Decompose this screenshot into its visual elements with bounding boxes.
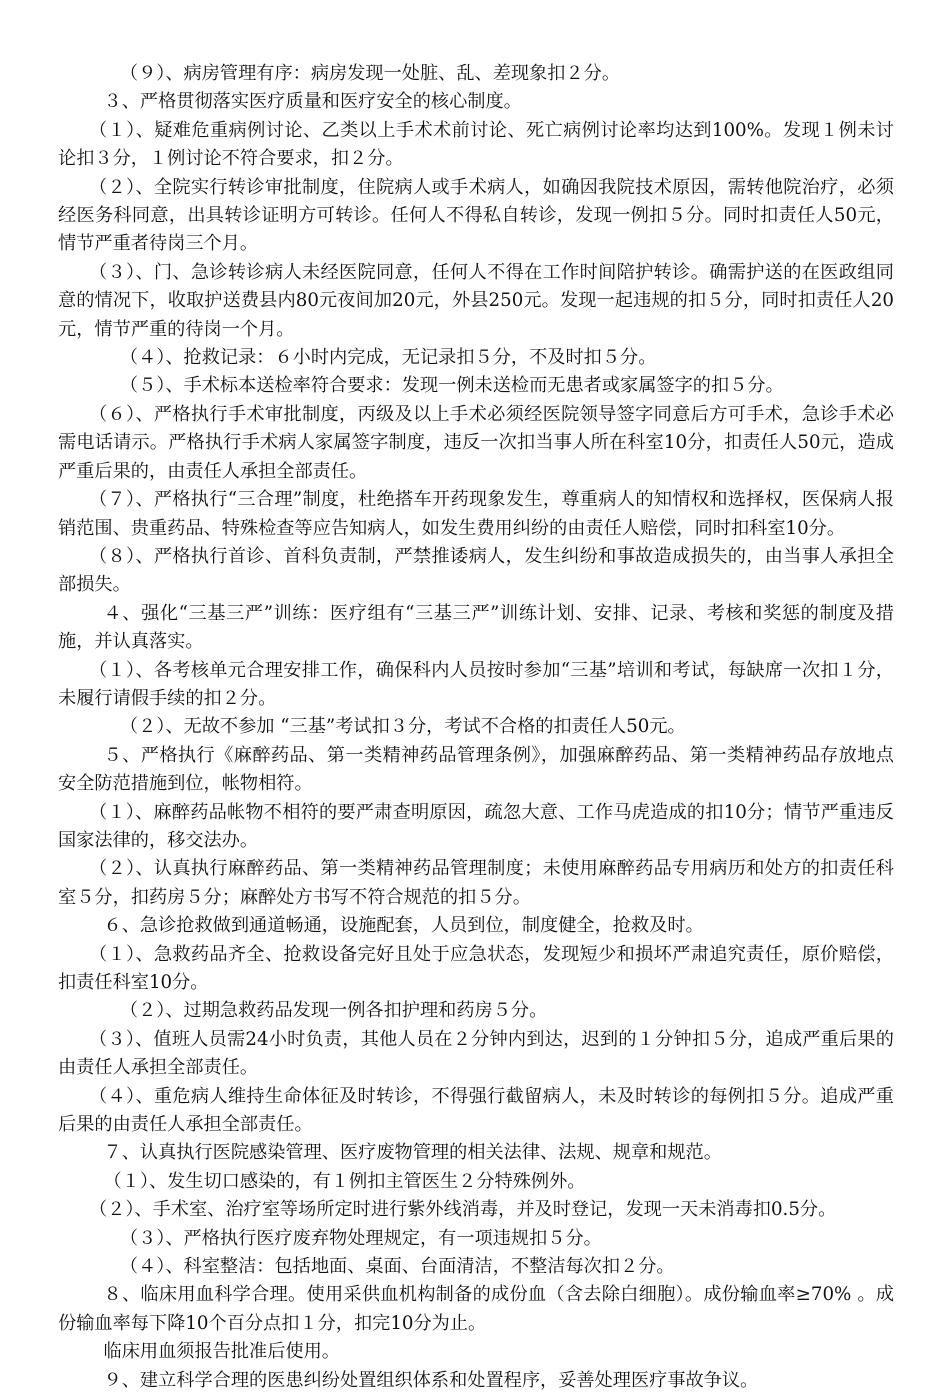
document-body	[58, 60, 894, 1395]
paragraph: （４）、科室整洁：包括地面、桌面、台面清洁，不整洁每次扣２分。	[119, 1256, 675, 1278]
paragraph: （２）、过期急救药品发现一例各扣护理和药房５分。	[119, 1000, 548, 1022]
paragraph: （３）、门、急诊转诊病人未经医院同意，任何人不得在工作时间陪护转诊。确需护送的在医政组同意的情况下，收取护送费县内80元夜间加20元，外县250元。发现一起违规的扣５分，同时扣责任人20元，情节严重的待岗一个月。	[58, 261, 894, 340]
paragraph: （１）、麻醉药品帐物不相符的要严肃查明原因，疏忽大意、工作马虎造成的扣10分；情节严重违反国家法律的，移交法办。	[58, 801, 894, 851]
paragraph: （９）、病房管理有序：病房发现一处脏、乱、差现象扣２分。	[119, 63, 621, 84]
paragraph: （２）、无故不参加 “三基”考试扣３分，考试不合格的扣责任人50元。	[119, 716, 686, 738]
section-heading: ９、建立科学合理的医患纠纷处置组织体系和处置程序，妥善处理医疗事故争议。	[103, 1369, 759, 1391]
paragraph: （４）、重危病人维持生命体征及时转诊，不得强行截留病人，未及时转诊的每例扣５分。追成严重后果的由责任人承担全部责任。	[58, 1085, 894, 1136]
paragraph: （６）、严格执行手术审批制度，丙级及以上手术必须经医院领导签字同意后方可手术，急诊手术必需电话请示。严格执行手术病人家属签字制度，违反一次扣当事人所在科室10分，扣责任人50元，造成严重后果的，由责任人承担全部责任。	[58, 403, 894, 482]
paragraph: （２）、认真执行麻醉药品、第一类精神药品管理制度；未使用麻醉药品专用病历和处方的扣责任科室５分，扣药房５分；麻醉处方书写不符合规范的扣５分。	[58, 858, 894, 908]
paragraph: （５）、手术标本送检率符合要求：发现一例未送检而无患者或家属签字的扣５分。	[119, 375, 784, 397]
paragraph: 临床用血须报告批准后使用。	[103, 1341, 340, 1363]
section-heading: ４、强化“三基三严”训练：医疗组有“三基三严”训练计划、安排、记录、考核和奖惩的制度及措施，并认真落实。	[58, 602, 894, 653]
paragraph: （２）、手术室、治疗室等场所定时进行紫外线消毒，并及时登记，发现一天未消毒扣0.5分。	[88, 1199, 837, 1221]
section-heading: ７、认真执行医院感染管理、医疗废物管理的相关法律、法规、规章和规范。	[103, 1142, 722, 1164]
paragraph: （３）、值班人员需24小时负责，其他人员在２分钟内到达，迟到的１分钟扣５分，追成严重后果的由责任人承担全部责任。	[58, 1028, 894, 1079]
section-heading: ８、临床用血科学合理。使用采供血机构制备的成份血（含去除白细胞）。成份输血率≥70% 。成份输血率每下降10个百分点扣１分，扣完10分为止。	[58, 1284, 894, 1334]
paragraph: （７）、严格执行“三合理”制度，杜绝搭车开药现象发生，尊重病人的知情权和选择权，医保病人报销范围、贵重药品、特殊检查等应告知病人，如发生费用纠纷的由责任人赔偿，同时扣科室10分。	[58, 489, 894, 539]
paragraph: （１）、发生切口感染的，有１例扣主管医生２分特殊例外。	[103, 1170, 586, 1192]
paragraph: （３）、严格执行医疗废弃物处理规定，有一项违规扣５分。	[119, 1227, 602, 1249]
paragraph: （４）、抢救记录：６小时内完成，无记录扣５分，不及时扣５分。	[119, 347, 657, 369]
section-heading: ５、严格执行《麻醉药品、第一类精神药品管理条例》，加强麻醉药品、第一类精神药品存放地点安全防范措施到位，帐物相符。	[58, 744, 894, 795]
paragraph: （１）、疑难危重病例讨论、乙类以上手术术前讨论、死亡病例讨论率均达到100%。发现１例未讨论扣３分，１例讨论不符合要求，扣２分。	[58, 119, 894, 170]
section-heading: ６、急诊抢救做到通道畅通，设施配套，人员到位，制度健全，抢救及时。	[103, 915, 704, 937]
paragraph: （２）、全院实行转诊审批制度，住院病人或手术病人，如确因我院技术原因，需转他院治疗，必须经医务科同意，出具转诊证明方可转诊。任何人不得私自转诊，发现一例扣５分。同时扣责任人50元，情节严重者待岗三个月。	[58, 176, 894, 255]
paragraph: （１）、各考核单元合理安排工作，确保科内人员按时参加“三基”培训和考试，每缺席一次扣１分，未履行请假手续的扣２分。	[58, 659, 894, 709]
paragraph: （１）、急救药品齐全、抢救设备完好且处于应急状态，发现短少和损坏严肃追究责任，原价赔偿，扣责任科室10分。	[58, 943, 894, 993]
section-heading: ３、严格贯彻落实医疗质量和医疗安全的核心制度。	[103, 91, 522, 113]
paragraph: （８）、严格执行首诊、首科负责制，严禁推诿病人，发生纠纷和事故造成损失的，由当事人承担全部损失。	[58, 545, 894, 596]
